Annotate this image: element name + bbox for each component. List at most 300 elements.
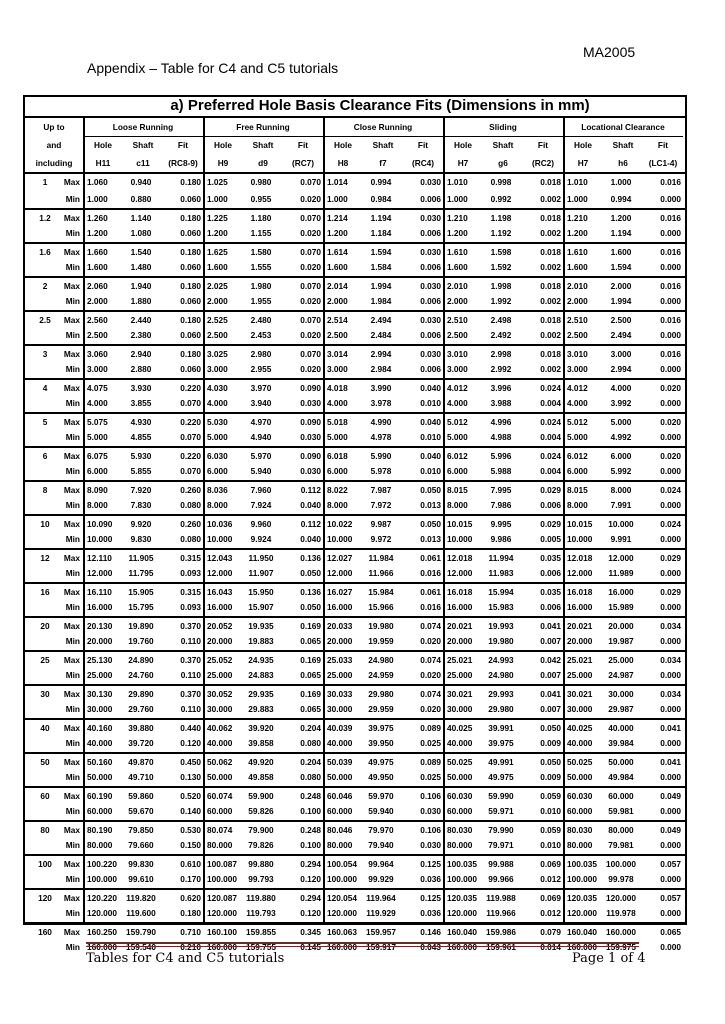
table-cell: 29.980 — [368, 689, 394, 699]
table-cell: 0.079 — [540, 927, 561, 937]
table-cell: 0.002 — [540, 193, 561, 204]
table-cell: 0.060 — [180, 193, 201, 204]
table-cell: 0.000 — [660, 873, 681, 884]
table-cell: 10.036 — [207, 519, 233, 529]
table-cell: 20.021 — [567, 621, 593, 631]
table-cell: 5.030 — [207, 417, 228, 427]
table-cell: 16.000 — [207, 601, 233, 612]
table-cell: 4.970 — [250, 417, 272, 427]
table-cell: 3.000 — [327, 363, 348, 374]
table-cell: 1.980 — [250, 281, 272, 291]
table-cell: 15.984 — [368, 587, 394, 597]
table-cell: 5.996 — [490, 451, 512, 461]
table-cell: 1.200 — [447, 227, 468, 238]
table-cell: 49.975 — [488, 771, 514, 782]
table-cell: 2.510 — [447, 315, 468, 325]
table-cell: 0.994 — [610, 193, 632, 204]
table-cell: 49.950 — [368, 771, 394, 782]
table-cell: 0.002 — [540, 295, 561, 306]
table-cell: 60.000 — [87, 805, 113, 816]
table-cell: 49.975 — [368, 757, 394, 767]
table-cell: 8.000 — [610, 485, 632, 495]
size-label: 16 — [40, 587, 50, 597]
table-cell: 19.760 — [128, 635, 154, 646]
table-cell: 11.994 — [488, 553, 514, 563]
table-header — [25, 118, 685, 174]
table-cell: 0.016 — [660, 247, 681, 257]
table-cell: 0.041 — [540, 689, 561, 699]
limit-label: Max — [63, 315, 80, 325]
limit-label: Max — [63, 451, 80, 461]
table-cell: 100.000 — [567, 873, 597, 884]
table-cell: 100.000 — [606, 859, 636, 869]
table-cell: 39.991 — [488, 723, 514, 733]
table-cell: 0.006 — [420, 227, 441, 238]
table-cell: 1.225 — [207, 213, 228, 223]
table-cell: 0.043 — [420, 941, 441, 952]
table-cell: 0.620 — [180, 893, 201, 903]
limit-label: Max — [63, 927, 80, 937]
table-cell: 0.070 — [300, 213, 321, 223]
table-cell: 7.995 — [490, 485, 512, 495]
table-cell: 24.987 — [608, 669, 634, 680]
table-cell: 0.065 — [300, 669, 321, 680]
table-cell: 0.050 — [300, 567, 321, 578]
table-cell: 0.006 — [420, 363, 441, 374]
table-cell: 3.000 — [207, 363, 228, 374]
table-cell: 0.180 — [180, 177, 201, 187]
limit-label: Min — [65, 193, 80, 204]
table-cell: 4.990 — [370, 417, 392, 427]
table-cell: 0.010 — [420, 465, 441, 476]
table-cell: 0.069 — [540, 893, 561, 903]
table-cell: 80.190 — [87, 825, 113, 835]
table-cell: 5.992 — [610, 465, 632, 476]
table-cell: 0.070 — [300, 315, 321, 325]
header-sub-label: Shaft — [612, 140, 634, 150]
table-cell: 2.000 — [207, 295, 228, 306]
table-cell: 2.500 — [327, 329, 348, 340]
table-cell: 0.180 — [180, 907, 201, 918]
table-cell: 40.062 — [207, 723, 233, 733]
table-cell: 30.021 — [567, 689, 593, 699]
table-cell: 3.940 — [250, 397, 272, 408]
table-cell: 2.000 — [327, 295, 348, 306]
limit-label: Min — [65, 771, 80, 782]
header-sub-label: Shaft — [372, 140, 394, 150]
table-cell: 15.907 — [248, 601, 274, 612]
table-cell: 1.200 — [327, 227, 348, 238]
table-cell: 3.000 — [447, 363, 468, 374]
table-cell: 0.025 — [420, 737, 441, 748]
table-cell: 119.988 — [486, 893, 516, 903]
table-cell: 16.018 — [567, 587, 593, 597]
table-cell: 0.016 — [660, 349, 681, 359]
table-cell: 0.035 — [540, 587, 561, 597]
table-cell: 0.030 — [420, 247, 441, 257]
table-cell: 1.025 — [207, 177, 228, 187]
table-cell: 4.012 — [447, 383, 468, 393]
table-cell: 0.370 — [180, 655, 201, 665]
table-cell: 40.025 — [447, 723, 473, 733]
table-cell: 0.018 — [540, 177, 561, 187]
table-cell: 0.034 — [660, 689, 681, 699]
table-cell: 19.987 — [608, 635, 634, 646]
table-cell: 3.990 — [370, 383, 392, 393]
table-cell: 4.000 — [567, 397, 588, 408]
table-cell: 3.010 — [567, 349, 588, 359]
table-cell: 20.033 — [327, 621, 353, 631]
header-group-0: Loose Running — [112, 122, 174, 132]
table-cell: 0.024 — [660, 519, 681, 529]
header-sub-label: Hole — [454, 140, 472, 150]
limit-label: Max — [63, 519, 80, 529]
size-label: 3 — [42, 349, 48, 359]
table-cell: 0.029 — [660, 553, 681, 563]
table-cell: 0.610 — [180, 859, 201, 869]
table-cell: 0.018 — [540, 349, 561, 359]
table-cell: 1.600 — [207, 261, 228, 272]
table-cell: 5.988 — [490, 465, 512, 476]
table-cell: 0.125 — [420, 893, 441, 903]
size-label: 25 — [40, 655, 50, 665]
table-cell: 0.070 — [180, 465, 201, 476]
table-cell: 1.555 — [250, 261, 272, 272]
table-cell: 1.140 — [130, 213, 152, 223]
table-cell: 0.006 — [420, 329, 441, 340]
table-cell: 1.940 — [130, 281, 152, 291]
table-cell: 0.016 — [420, 601, 441, 612]
table-cell: 30.000 — [327, 703, 353, 714]
table-cell: 0.024 — [540, 417, 561, 427]
table-cell: 2.980 — [250, 349, 272, 359]
header-sub-label: Fit — [297, 140, 309, 150]
table-cell: 9.960 — [250, 519, 272, 529]
limit-label: Max — [63, 177, 80, 187]
table-cell: 0.059 — [540, 791, 561, 801]
table-cell: 5.855 — [130, 465, 152, 476]
table-cell: 159.986 — [486, 927, 516, 937]
table-cell: 59.971 — [488, 805, 514, 816]
table-cell: 10.000 — [608, 519, 634, 529]
table-cell: 15.905 — [128, 587, 154, 597]
table-cell: 60.074 — [207, 791, 233, 801]
table-cell: 0.000 — [660, 227, 681, 238]
table-cell: 1.200 — [567, 227, 588, 238]
table-row — [25, 667, 685, 684]
table-cell: 29.890 — [128, 689, 154, 699]
limit-label: Min — [65, 261, 80, 272]
table-cell: 1.480 — [130, 261, 152, 272]
table-cell: 60.190 — [87, 791, 113, 801]
table-cell: 60.030 — [447, 791, 473, 801]
limit-label: Min — [65, 431, 80, 442]
table-cell: 100.000 — [447, 873, 477, 884]
table-cell: 40.000 — [327, 737, 353, 748]
table-cell: 0.000 — [660, 567, 681, 578]
table-cell: 120.000 — [207, 907, 237, 918]
table-cell: 4.992 — [610, 431, 632, 442]
table-cell: 60.000 — [608, 791, 634, 801]
table-cell: 1.955 — [250, 295, 272, 306]
table-cell: 19.935 — [248, 621, 274, 631]
table-cell: 1.600 — [447, 261, 468, 272]
table-cell: 1.194 — [610, 227, 632, 238]
table-cell: 0.080 — [180, 499, 201, 510]
table-cell: 0.029 — [540, 485, 561, 495]
table-cell: 0.080 — [300, 737, 321, 748]
table-cell: 80.000 — [327, 839, 353, 850]
table-cell: 12.018 — [567, 553, 593, 563]
table-cell: 24.935 — [248, 655, 274, 665]
table-cell: 159.855 — [246, 927, 276, 937]
table-cell: 4.855 — [130, 431, 152, 442]
table-cell: 29.883 — [248, 703, 274, 714]
table-cell: 4.075 — [87, 383, 108, 393]
table-cell: 159.961 — [486, 941, 516, 952]
table-cell: 0.060 — [180, 363, 201, 374]
table-row — [25, 531, 685, 548]
table-cell: 15.994 — [488, 587, 514, 597]
table-cell: 0.025 — [420, 771, 441, 782]
table-cell: 0.106 — [420, 825, 441, 835]
table-cell: 0.140 — [180, 805, 201, 816]
table-cell: 59.670 — [128, 805, 154, 816]
table-cell: 160.063 — [327, 927, 357, 937]
table-cell: 0.020 — [300, 261, 321, 272]
table-cell: 4.000 — [447, 397, 468, 408]
table-cell: 25.000 — [608, 655, 634, 665]
table-cell: 0.204 — [300, 757, 321, 767]
table-cell: 1.584 — [370, 261, 392, 272]
limit-label: Min — [65, 397, 80, 408]
header-sub-code: (RC2) — [531, 158, 555, 168]
table-cell: 11.905 — [128, 553, 154, 563]
table-cell: 79.826 — [248, 839, 274, 850]
table-cell: 1.198 — [490, 213, 512, 223]
table-row — [25, 293, 685, 310]
table-cell: 0.984 — [370, 193, 392, 204]
table-cell: 0.020 — [660, 417, 681, 427]
table-cell: 1.210 — [567, 213, 588, 223]
table-cell: 39.720 — [128, 737, 154, 748]
limit-label: Min — [65, 839, 80, 850]
table-cell: 1.984 — [370, 295, 392, 306]
table-cell: 0.710 — [180, 927, 201, 937]
table-row — [25, 191, 685, 208]
table-cell: 1.600 — [567, 261, 588, 272]
table-cell: 0.069 — [540, 859, 561, 869]
table-cell: 0.169 — [300, 655, 321, 665]
table-cell: 6.012 — [567, 451, 588, 461]
table-cell: 0.125 — [420, 859, 441, 869]
table-cell: 0.004 — [540, 431, 561, 442]
table-cell: 0.000 — [660, 635, 681, 646]
table-cell: 60.046 — [327, 791, 353, 801]
table-cell: 1.610 — [447, 247, 468, 257]
table-cell: 2.000 — [610, 281, 632, 291]
table-cell: 79.850 — [128, 825, 154, 835]
table-cell: 0.049 — [660, 825, 681, 835]
appendix-title: Appendix – Table for C4 and C5 tutorials — [87, 60, 339, 76]
table-cell: 20.000 — [87, 635, 113, 646]
limit-label: Max — [63, 553, 80, 563]
size-label: 8 — [42, 485, 48, 495]
table-cell: 0.992 — [490, 193, 512, 204]
table-cell: 0.994 — [370, 177, 392, 187]
table-cell: 3.988 — [490, 397, 512, 408]
table-title: a) Preferred Hole Basis Clearance Fits (Dimensions in mm) — [25, 97, 685, 118]
table-cell: 25.021 — [447, 655, 473, 665]
table-cell: 120.035 — [447, 893, 477, 903]
table-cell: 2.994 — [370, 349, 392, 359]
table-cell: 0.000 — [660, 839, 681, 850]
header-sub-code: d9 — [258, 158, 268, 168]
table-cell: 39.880 — [128, 723, 154, 733]
table-cell: 2.480 — [250, 315, 272, 325]
table-cell: 19.883 — [248, 635, 274, 646]
table-cell: 2.500 — [207, 329, 228, 340]
table-cell: 1.610 — [567, 247, 588, 257]
limit-label: Min — [65, 567, 80, 578]
header-sub-code: H7 — [577, 158, 589, 168]
table-cell: 59.970 — [368, 791, 394, 801]
limit-label: Min — [65, 295, 80, 306]
table-cell: 0.169 — [300, 621, 321, 631]
table-cell: 1.010 — [447, 177, 468, 187]
table-cell: 0.136 — [300, 587, 321, 597]
table-cell: 0.029 — [540, 519, 561, 529]
header-group-1: Free Running — [236, 122, 290, 132]
table-cell: 5.018 — [327, 417, 348, 427]
table-cell: 49.870 — [128, 757, 154, 767]
table-cell: 0.030 — [300, 397, 321, 408]
header-group-2: Close Running — [353, 122, 413, 132]
size-label: 5 — [42, 417, 48, 427]
header-sub-code: f7 — [379, 158, 387, 168]
table-row — [25, 361, 685, 378]
limit-label: Min — [65, 907, 80, 918]
table-row — [25, 565, 685, 582]
table-cell: 16.043 — [207, 587, 233, 597]
table-cell: 60.000 — [327, 805, 353, 816]
table-cell: 0.065 — [300, 635, 321, 646]
table-cell: 2.500 — [87, 329, 108, 340]
table-cell: 3.010 — [447, 349, 468, 359]
table-cell: 11.950 — [248, 553, 274, 563]
table-cell: 0.030 — [420, 177, 441, 187]
table-cell: 0.030 — [420, 349, 441, 359]
table-cell: 2.000 — [567, 295, 588, 306]
table-cell: 0.112 — [300, 519, 321, 529]
table-cell: 40.025 — [567, 723, 593, 733]
table-cell: 0.089 — [420, 757, 441, 767]
table-cell: 4.978 — [370, 431, 392, 442]
table-cell: 11.989 — [608, 567, 634, 578]
table-cell: 2.955 — [250, 363, 272, 374]
table-cell: 1.994 — [370, 281, 392, 291]
limit-label: Max — [63, 281, 80, 291]
table-cell: 120.220 — [87, 893, 117, 903]
table-cell: 99.978 — [608, 873, 634, 884]
table-cell: 0.060 — [180, 329, 201, 340]
table-cell: 2.500 — [610, 315, 632, 325]
table-cell: 11.795 — [128, 567, 154, 578]
table-cell: 3.060 — [87, 349, 108, 359]
header-sub-label: Fit — [657, 140, 669, 150]
table-cell: 1.194 — [370, 213, 392, 223]
size-label: 100 — [38, 859, 52, 869]
table-cell: 0.080 — [300, 771, 321, 782]
table-cell: 79.981 — [608, 839, 634, 850]
group-header-rule — [563, 136, 683, 137]
table-cell: 2.025 — [207, 281, 228, 291]
table-cell: 0.093 — [180, 601, 201, 612]
table-cell: 39.975 — [368, 723, 394, 733]
table-cell: 100.087 — [207, 859, 237, 869]
table-cell: 39.920 — [248, 723, 274, 733]
table-cell: 12.000 — [207, 567, 233, 578]
table-cell: 0.315 — [180, 553, 201, 563]
table-cell: 0.049 — [660, 791, 681, 801]
table-cell: 2.500 — [567, 329, 588, 340]
table-cell: 0.000 — [660, 431, 681, 442]
table-row — [25, 871, 685, 888]
table-cell: 40.000 — [567, 737, 593, 748]
table-cell: 24.959 — [368, 669, 394, 680]
table-cell: 50.000 — [447, 771, 473, 782]
table-cell: 24.760 — [128, 669, 154, 680]
table-cell: 5.000 — [447, 431, 468, 442]
table-cell: 0.020 — [300, 329, 321, 340]
table-body — [25, 118, 685, 952]
table-cell: 0.030 — [300, 431, 321, 442]
size-label: 50 — [40, 757, 50, 767]
table-cell: 9.924 — [250, 533, 272, 544]
header-sub-label: Fit — [417, 140, 429, 150]
table-cell: 0.248 — [300, 825, 321, 835]
table-cell: 40.000 — [608, 723, 634, 733]
table-cell: 9.830 — [130, 533, 152, 544]
table-cell: 11.983 — [488, 567, 514, 578]
table-cell: 120.054 — [327, 893, 357, 903]
table-cell: 0.061 — [420, 553, 441, 563]
table-cell: 0.370 — [180, 621, 201, 631]
table-cell: 8.000 — [447, 499, 468, 510]
table-cell: 3.000 — [87, 363, 108, 374]
table-cell: 24.890 — [128, 655, 154, 665]
table-cell: 1.540 — [130, 247, 152, 257]
limit-label: Max — [63, 689, 80, 699]
table-cell: 29.987 — [608, 703, 634, 714]
table-cell: 80.030 — [567, 825, 593, 835]
table-cell: 0.010 — [420, 431, 441, 442]
table-cell: 12.018 — [447, 553, 473, 563]
header-group-3: Sliding — [489, 122, 517, 132]
table-cell: 25.000 — [447, 669, 473, 680]
table-cell: 8.000 — [207, 499, 228, 510]
table-cell: 40.000 — [447, 737, 473, 748]
table-cell: 7.991 — [610, 499, 632, 510]
table-cell: 2.440 — [130, 315, 152, 325]
table-cell: 1.200 — [207, 227, 228, 238]
table-cell: 160.100 — [207, 927, 237, 937]
table-cell: 0.136 — [300, 553, 321, 563]
table-cell: 1.014 — [327, 177, 348, 187]
table-cell: 11.984 — [368, 553, 394, 563]
table-cell: 40.000 — [87, 737, 113, 748]
table-cell: 0.050 — [420, 485, 441, 495]
